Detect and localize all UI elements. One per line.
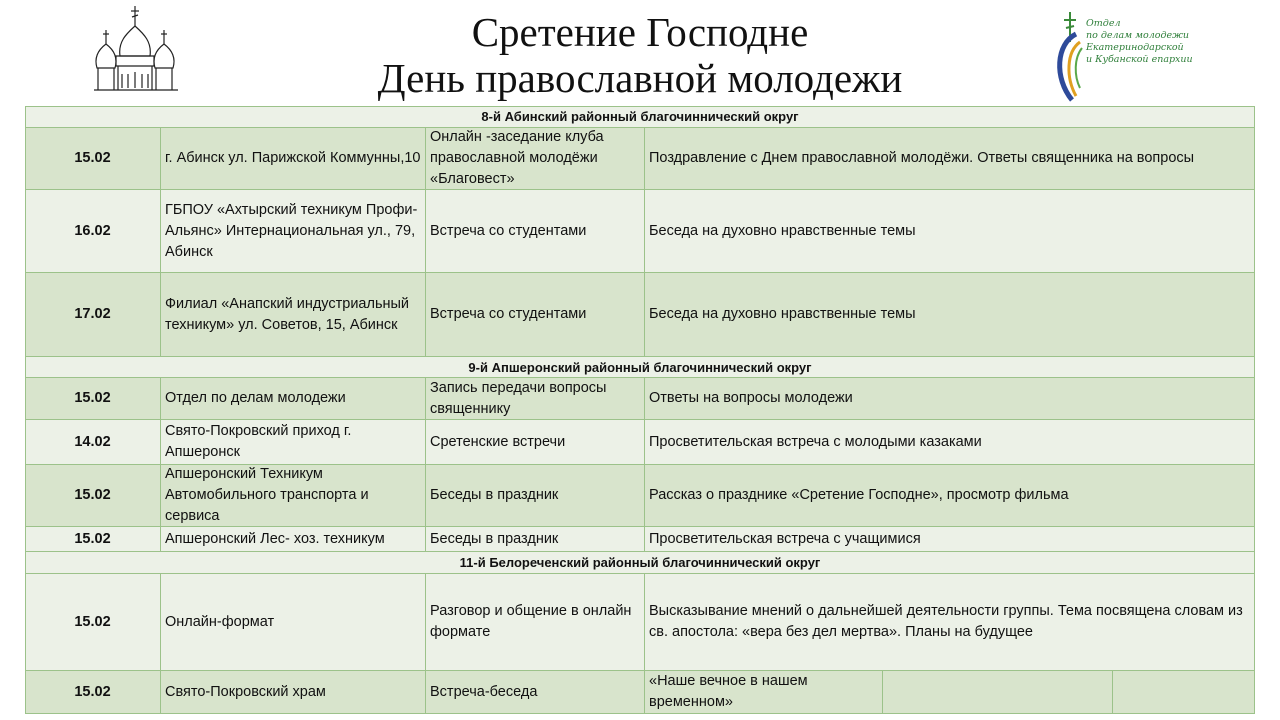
section-header-row [25, 552, 1255, 574]
description-cell: Просветительская встреча с молодыми казаками [644, 420, 1255, 464]
place-cell: Апшеронский Техникум Автомобильного транспорта и сервиса [160, 465, 425, 526]
event-cell: Разговор и общение в онлайн формате [425, 574, 644, 670]
section-header: 11-й Белореченский районный благочиннический округ [459, 555, 821, 570]
page-header [0, 0, 1280, 106]
table-row [25, 273, 1255, 357]
place-cell: г. Абинск ул. Парижской Коммунны,10 [160, 128, 425, 189]
date-cell: 15.02 [74, 390, 111, 406]
description-cell: Ответы на вопросы молодежи [644, 378, 1255, 419]
date-cell: 16.02 [74, 222, 111, 239]
event-cell: Встреча со студентами [425, 273, 644, 356]
description-cell: «Наше вечное в нашем временном» [644, 671, 882, 713]
date-cell: 15.02 [74, 613, 111, 630]
table-row [25, 671, 1255, 714]
logo-text-line: Отдел [1086, 18, 1121, 29]
place-cell: Онлайн-формат [160, 574, 425, 670]
events-table [25, 106, 1255, 714]
empty-cell [1112, 671, 1255, 713]
table-row [25, 128, 1255, 190]
date-cell: 15.02 [74, 683, 111, 700]
department-logo [1052, 8, 1192, 104]
logo-text-line: Екатеринодарской [1086, 42, 1184, 53]
description-cell: Беседа на духовно нравственные темы [644, 273, 1255, 356]
description-cell: Беседа на духовно нравственные темы [644, 190, 1255, 272]
section-header: 9-й Апшеронский районный благочиннический округ [468, 359, 812, 375]
place-cell: Свято-Покровский храм [160, 671, 425, 713]
description-cell: Поздравление с Днем православной молодёжи. Ответы священника на вопросы [644, 128, 1255, 189]
table-row [25, 465, 1255, 527]
date-cell: 17.02 [74, 306, 111, 322]
place-cell: Филиал «Анапский индустриальный техникум» ул. Советов, 15, Абинск [160, 273, 425, 356]
table-row [25, 420, 1255, 465]
event-cell: Сретенские встречи [425, 420, 644, 464]
church-domes-icon [88, 4, 184, 100]
logo-text-line: и Кубанской епархии [1086, 54, 1193, 65]
logo-text-line: по делам молодежи [1086, 30, 1190, 41]
description-cell: Рассказ о празднике «Сретение Господне», просмотр фильма [644, 465, 1255, 526]
table-row [25, 574, 1255, 671]
description-cell: Просветительская встреча с учащимися [644, 527, 1255, 551]
section-header: 8-й Абинский районный благочиннический округ [481, 109, 799, 124]
table-row [25, 190, 1255, 273]
date-cell: 15.02 [74, 530, 111, 547]
event-cell: Запись передачи вопросы священнику [425, 378, 644, 419]
place-cell: Отдел по делам молодежи [160, 378, 425, 419]
event-cell: Встреча со студентами [425, 190, 644, 272]
place-cell: Апшеронский Лес- хоз. техникум [160, 527, 425, 551]
date-cell: 15.02 [74, 487, 111, 503]
place-cell: ГБПОУ «Ахтырский техникум Профи-Альянс» Интернациональная ул., 79, Абинск [160, 190, 425, 272]
section-header-row [25, 106, 1255, 128]
event-cell: Онлайн -заседание клуба православной молодёжи «Благовест» [425, 128, 644, 189]
date-cell: 14.02 [74, 433, 111, 450]
table-row [25, 378, 1255, 420]
page-title: Сретение Господне [471, 9, 809, 55]
description-cell: Высказывание мнений о дальнейшей деятельности группы. Тема посвящена словам из св. апостола: «вера без дел мертва». Планы на будущее [644, 574, 1255, 670]
empty-cell [882, 671, 1112, 713]
place-cell: Свято-Покровский приход г. Апшеронск [160, 420, 425, 464]
table-row [25, 527, 1255, 552]
page-subtitle: День православной молодежи [377, 55, 903, 101]
event-cell: Беседы в праздник [425, 527, 644, 551]
event-cell: Встреча-беседа [425, 671, 644, 713]
date-cell: 15.02 [74, 150, 111, 166]
section-header-row [25, 357, 1255, 378]
event-cell: Беседы в праздник [425, 465, 644, 526]
